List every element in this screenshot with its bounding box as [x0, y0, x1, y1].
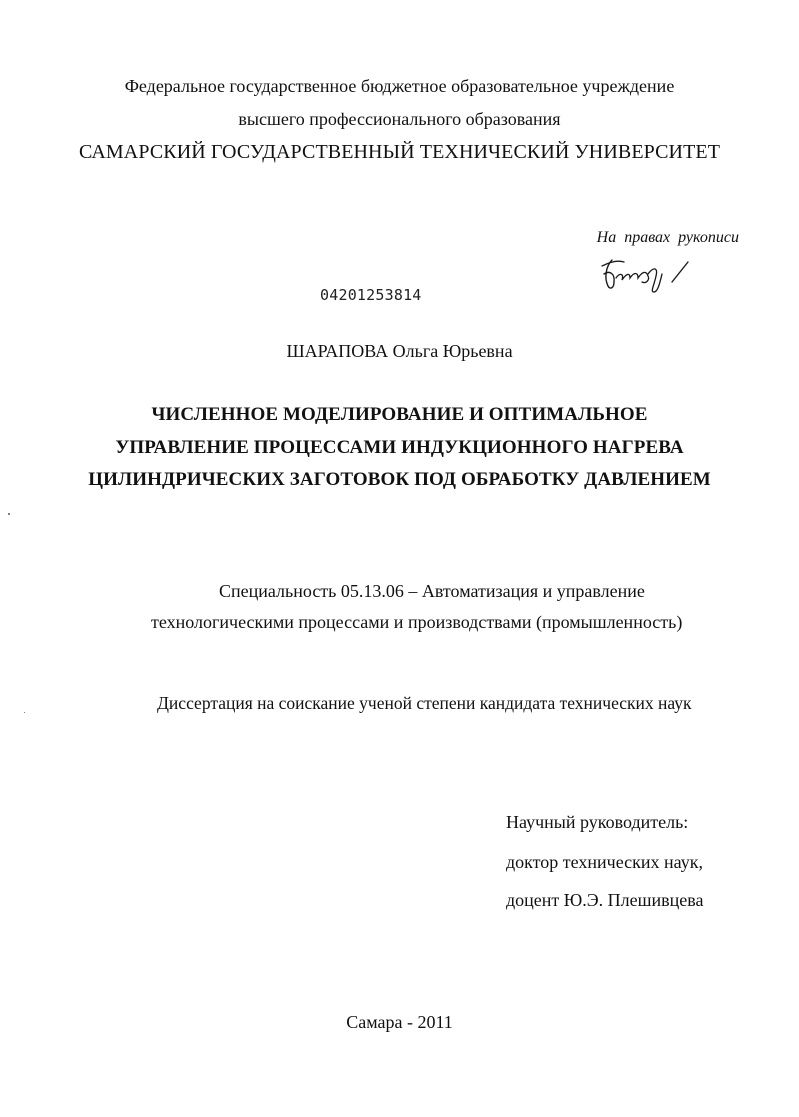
document-code: 04201253814 [320, 286, 422, 304]
supervisor-label: Научный руководитель: [506, 812, 689, 832]
supervisor-name: доцент Ю.Э. Плешивцева [506, 890, 704, 910]
scan-speck [24, 712, 25, 713]
institution-line-1: Федеральное государственное бюджетное образовательное учреждение [124, 76, 675, 96]
university-name: САМАРСКИЙ ГОСУДАРСТВЕННЫЙ ТЕХНИЧЕСКИЙ УНИВЕРСИТЕТ [78, 141, 721, 163]
author-name: ШАРАПОВА Ольга Юрьевна [286, 341, 513, 361]
signature-icon [598, 252, 694, 296]
scan-speck [8, 513, 10, 515]
specialty-line-1: Специальность 05.13.06 – Автоматизация и управление [219, 581, 645, 601]
supervisor-degree: доктор технических наук, [506, 852, 703, 872]
title-line-1: ЧИСЛЕННОЕ МОДЕЛИРОВАНИЕ И ОПТИМАЛЬНОЕ [151, 404, 648, 425]
title-line-3: ЦИЛИНДРИЧЕСКИХ ЗАГОТОВОК ПОД ОБРАБОТКУ ДАВЛЕНИЕМ [88, 469, 711, 490]
title-line-2: УПРАВЛЕНИЕ ПРОЦЕССАМИ ИНДУКЦИОННОГО НАГРЕВА [115, 437, 684, 458]
city-year: Самара - 2011 [346, 1012, 453, 1032]
specialty-line-2: технологическими процессами и производствами (промышленность) [151, 612, 683, 632]
dissertation-statement: Диссертация на соискание ученой степени кандидата технических наук [157, 693, 692, 713]
manuscript-note: На правах рукописи [596, 229, 739, 246]
institution-line-2: высшего профессионального образования [238, 109, 561, 129]
